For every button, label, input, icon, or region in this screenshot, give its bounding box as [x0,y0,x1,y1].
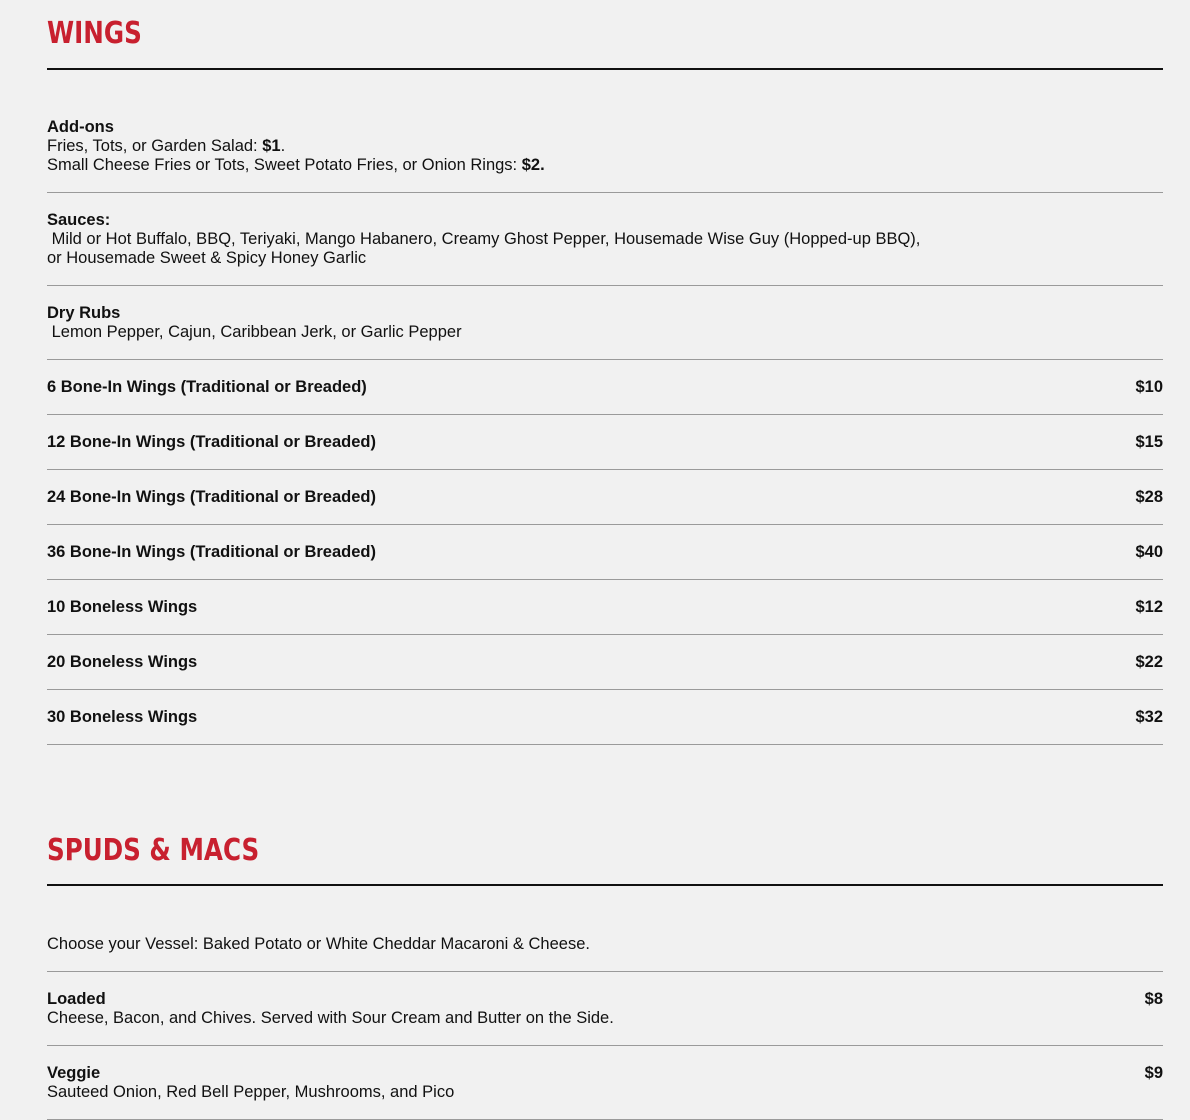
menu-item-name: 20 Boneless Wings [47,653,198,671]
menu-item-price: $15 [1135,433,1163,451]
menu-item-row [47,653,1163,690]
menu-item-name: 10 Boneless Wings [47,598,198,616]
addons-label: Add-ons [47,118,114,136]
menu-item-name: Veggie [47,1064,101,1082]
wings-title: WINGS [47,16,142,51]
sauces-desc: Mild or Hot Buffalo, BBQ, Teriyaki, Mango Habanero, Creamy Ghost Pepper, Housemade Wise Guy (Hopped-up BBQ), or Housemade Sweet & Spicy Honey Garlic [47,230,925,267]
spuds-title: SPUDS & MACS [47,833,260,868]
menu-item-row [47,598,1163,635]
addons-price-2: $2. [521,156,545,174]
menu-item-price: $32 [1135,708,1163,726]
addons-row [47,118,1163,193]
menu-item-price: $22 [1135,653,1163,671]
wings-title-rule [47,68,1163,70]
menu-item-price: $28 [1135,488,1163,506]
sauces-label: Sauces: [47,211,111,229]
addons-line-2: Small Cheese Fries or Tots, Sweet Potato Fries, or Onion Rings: $2. [47,156,545,174]
dry-rubs-desc: Lemon Pepper, Cajun, Caribbean Jerk, or Garlic Pepper [47,323,462,341]
spuds-intro-row [47,935,1163,972]
menu-item-row [47,433,1163,470]
menu-item-name: 6 Bone-In Wings (Traditional or Breaded) [47,378,367,396]
menu-item-price: $10 [1135,378,1163,396]
spuds-intro: Choose your Vessel: Baked Potato or White Cheddar Macaroni & Cheese. [47,935,590,953]
menu-item-desc: Cheese, Bacon, and Chives. Served with Sour Cream and Butter on the Side. [47,1009,614,1027]
menu-item-row [47,990,1163,1046]
addons-line-1: Fries, Tots, or Garden Salad: $1. [47,137,286,155]
sauces-row [47,211,1163,286]
menu-item-name: Loaded [47,990,106,1008]
spuds-title-rule [47,884,1163,886]
menu-item-price: $12 [1135,598,1163,616]
menu-item-row [47,1064,1163,1120]
menu-item-row [47,543,1163,580]
menu-item-name: 36 Bone-In Wings (Traditional or Breaded) [47,543,376,561]
menu-item-price: $8 [1144,990,1163,1008]
menu-item-price: $9 [1144,1064,1163,1082]
dry-rubs-row [47,304,1163,360]
menu-item-row [47,708,1163,745]
menu-item-name: 24 Bone-In Wings (Traditional or Breaded) [47,488,376,506]
menu-item-row [47,488,1163,525]
menu-item-desc: Sauteed Onion, Red Bell Pepper, Mushrooms, and Pico [47,1083,455,1101]
dry-rubs-label: Dry Rubs [47,304,121,322]
menu-item-price: $40 [1135,543,1163,561]
menu-item-name: 30 Boneless Wings [47,708,198,726]
menu-item-name: 12 Bone-In Wings (Traditional or Breaded) [47,433,376,451]
menu-item-row [47,378,1163,415]
addons-price-1: $1 [262,137,281,155]
